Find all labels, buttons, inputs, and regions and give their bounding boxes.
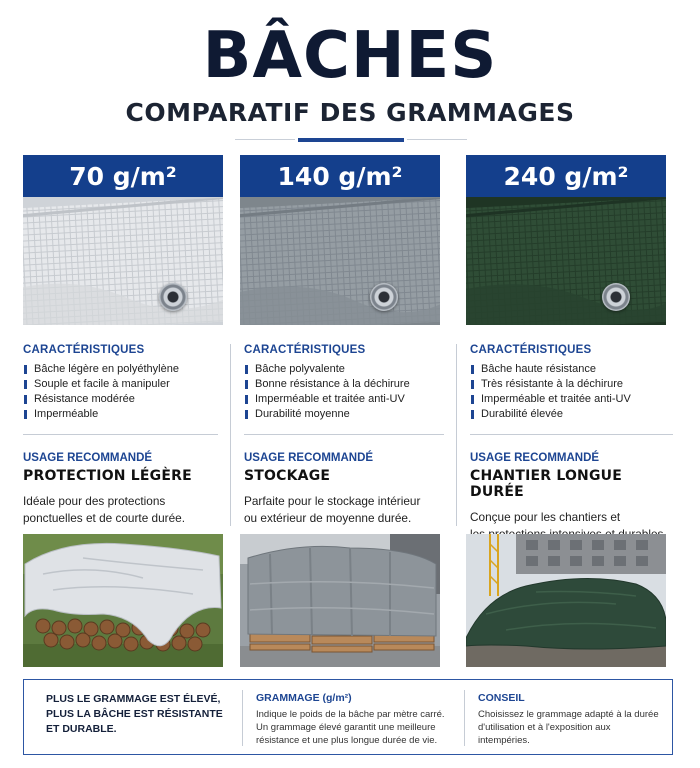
advice-line: Choisissez le grammage adapté à la durée (478, 709, 659, 720)
feature-item: Durabilité élevée (470, 407, 675, 422)
weight-header: 140 g/m² (240, 155, 440, 197)
feature-item: Imperméable et traitée anti-UV (244, 392, 449, 407)
grammage-line: Un grammage élevé garantit une meilleure (256, 722, 436, 733)
section-divider (23, 434, 218, 435)
tarp-swatch-white (23, 197, 223, 325)
grammage-line: Indique le poids de la bâche par mètre carré. (256, 709, 445, 720)
features-heading: CARACTÉRISTIQUES (470, 344, 592, 356)
tarp-texture-green (466, 198, 666, 325)
wood-pile-illustration (23, 534, 223, 667)
weight-header: 240 g/m² (466, 155, 666, 197)
column-240 (466, 155, 666, 325)
info-grammage (256, 692, 461, 747)
page-title: BÂCHES (202, 19, 498, 93)
features-heading: CARACTÉRISTIQUES (244, 344, 366, 356)
features-col-3 (470, 344, 675, 422)
usage-description (244, 493, 449, 527)
usage-col-2 (244, 452, 449, 527)
info-advice (478, 692, 668, 747)
tarp-swatch-green (466, 197, 666, 325)
feature-item: Bâche polyvalente (244, 362, 449, 377)
usage-line: Parfaite pour le stockage intérieur (244, 494, 421, 508)
usage-description (23, 493, 228, 527)
column-divider (230, 344, 231, 526)
tarp-texture-grey (240, 198, 440, 325)
info-separator (242, 690, 243, 746)
usage-label: USAGE RECOMMANDÉ (470, 452, 600, 464)
usage-line: Idéale pour des protections (23, 494, 166, 508)
feature-item: Bâche légère en polyéthylène (23, 362, 228, 377)
features-heading: CARACTÉRISTIQUES (23, 344, 145, 356)
column-140 (240, 155, 440, 325)
grommet-icon (370, 283, 398, 311)
features-list (244, 362, 449, 422)
advice-line: intempéries. (478, 735, 530, 746)
title-divider-left (235, 139, 295, 140)
photo-construction-site (466, 534, 666, 667)
features-list (470, 362, 675, 422)
pallet-stack-illustration (240, 534, 440, 667)
grammage-heading: GRAMMAGE (g/m²) (256, 692, 352, 704)
usage-col-3 (470, 452, 680, 543)
title-underline (298, 138, 404, 142)
column-70 (23, 155, 223, 325)
usage-title: CHANTIER LONGUE DURÉE (470, 468, 622, 500)
photo-pallet-stack (240, 534, 440, 667)
title-divider-right (407, 139, 467, 140)
info-box (23, 679, 673, 755)
weight-header: 70 g/m² (23, 155, 223, 197)
feature-item: Très résistante à la déchirure (470, 377, 675, 392)
usage-line: ou extérieur de moyenne durée. (244, 511, 412, 525)
info-summary (46, 692, 226, 737)
usage-title: STOCKAGE (244, 468, 331, 484)
advice-line: d'utilisation et à l'exposition aux (478, 722, 611, 733)
advice-heading: CONSEIL (478, 692, 525, 704)
construction-site-illustration (466, 534, 666, 667)
summary-line: ET DURABLE. (46, 723, 117, 735)
usage-line: Conçue pour les chantiers et (470, 510, 621, 524)
grommet-icon (602, 283, 630, 311)
section-divider (244, 434, 444, 435)
feature-item: Imperméable et traitée anti-UV (470, 392, 675, 407)
feature-item: Bonne résistance à la déchirure (244, 377, 449, 392)
usage-label: USAGE RECOMMANDÉ (23, 452, 153, 464)
feature-item: Imperméable (23, 407, 228, 422)
photo-wood-pile (23, 534, 223, 667)
features-list (23, 362, 228, 422)
tarp-texture-white (23, 198, 223, 325)
info-separator (464, 690, 465, 746)
usage-label: USAGE RECOMMANDÉ (244, 452, 374, 464)
grommet-icon (159, 283, 187, 311)
tarp-swatch-grey (240, 197, 440, 325)
feature-item: Résistance modérée (23, 392, 228, 407)
section-divider (470, 434, 673, 435)
summary-line: PLUS LA BÂCHE EST RÉSISTANTE (46, 708, 223, 720)
features-col-1 (23, 344, 228, 422)
features-col-2 (244, 344, 449, 422)
grammage-line: résistance et une plus longue durée de vie. (256, 735, 438, 746)
usage-title: PROTECTION LÉGÈRE (23, 468, 192, 484)
usage-line: ponctuelles et de courte durée. (23, 511, 185, 525)
usage-col-1 (23, 452, 228, 527)
feature-item: Souple et facile à manipuler (23, 377, 228, 392)
feature-item: Durabilité moyenne (244, 407, 449, 422)
feature-item: Bâche haute résistance (470, 362, 675, 377)
summary-line: PLUS LE GRAMMAGE EST ÉLEVÉ, (46, 693, 221, 705)
column-divider (456, 344, 457, 526)
page-subtitle: COMPARATIF DES GRAMMAGES (125, 98, 575, 127)
